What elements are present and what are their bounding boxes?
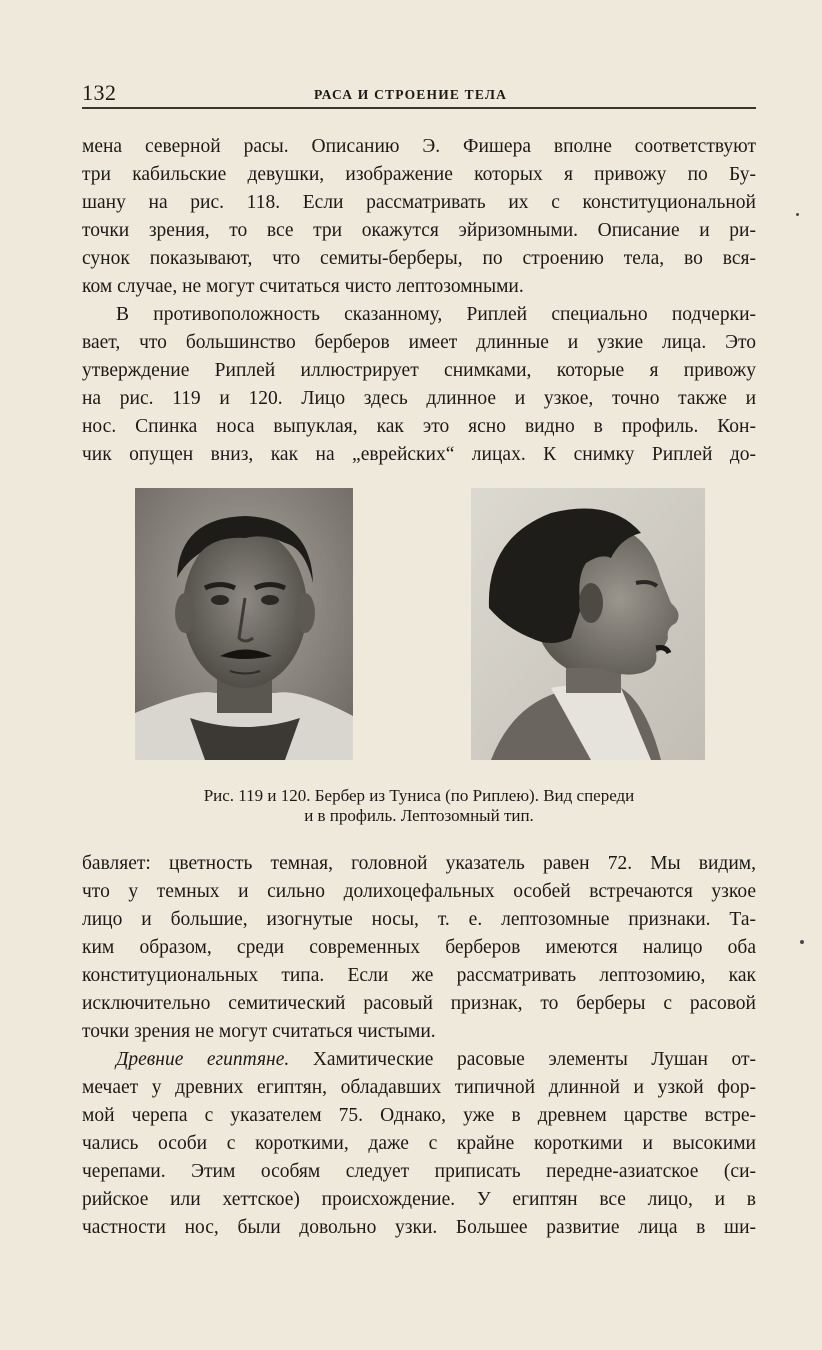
text-line: бавляет: цветность темная, головной указатель равен 72. Мы видим, — [82, 853, 756, 874]
running-title: РАСА И СТРОЕНИЕ ТЕЛА — [314, 87, 508, 102]
photo-berber-profile — [471, 488, 705, 760]
text-line: частности нос, были довольно узки. Большее развитие лица в ши- — [82, 1217, 756, 1238]
text-line: ком случае, не могут считаться чисто лептозомными. — [82, 276, 524, 297]
text-line: точки зрения не могут считаться чистыми. — [82, 1021, 436, 1042]
text-line: мена северной расы. Описанию Э. Фишера вполне соответствуют — [82, 136, 756, 157]
text-line: сунок показывают, что семиты-берберы, по строению тела, во вся- — [82, 248, 756, 269]
header-rule — [82, 107, 756, 109]
page-number: 132 — [82, 80, 117, 105]
text-line: рийское или хеттское) происхождение. У египтян все лицо, и в — [82, 1189, 756, 1210]
text-line: утверждение Риплей иллюстрирует снимками, которые я привожу — [82, 360, 756, 381]
section-lead: Древние египтяне. — [116, 1049, 290, 1070]
paper-speck — [796, 213, 799, 216]
text-line: черепами. Этим особям следует приписать передне-азиатское (си- — [82, 1161, 756, 1182]
photo-berber-front — [135, 488, 353, 760]
text-line: нос. Спинка носа выпуклая, как это ясно видно в профиль. Кон- — [82, 416, 756, 437]
paper-speck — [800, 940, 804, 944]
text-line — [82, 1046, 756, 1074]
text-line: три кабильские девушки, изображение которых я привожу по Бу- — [82, 164, 756, 185]
portrait-front-drawing — [135, 488, 353, 760]
page-header — [82, 80, 756, 110]
text-line: чались особи с короткими, даже с крайне короткими и высокими — [82, 1133, 756, 1154]
text-line: ким образом, среди современных берберов имеются налицо оба — [82, 937, 756, 958]
text-line: исключительно семитический расовый признак, то берберы с расовой — [82, 993, 756, 1014]
text-block-bottom — [82, 850, 756, 1242]
text-line: лицо и большие, изогнутые носы, т. е. лептозомные признаки. Та- — [82, 909, 756, 930]
text-line: мой черепа с указателем 75. Однако, уже в древнем царстве встре- — [82, 1105, 756, 1126]
figure-caption — [82, 786, 756, 826]
portrait-profile-drawing — [471, 488, 705, 760]
text-block-top — [82, 133, 756, 469]
text-line: чик опущен вниз, как на „еврейских“ лицах. К снимку Риплей до- — [82, 444, 756, 465]
text-line: В противоположность сказанному, Риплей специально подчерки- — [116, 304, 756, 325]
caption-line: и в профиль. Лептозомный тип. — [304, 806, 534, 825]
text-line: точки зрения, то все три окажутся эйризомными. Описание и ри- — [82, 220, 756, 241]
caption-line: Рис. 119 и 120. Бербер из Туниса (по Риплею). Вид спереди — [203, 786, 635, 805]
text-line: конституциональных типа. Если же рассматривать лептозомию, как — [82, 965, 756, 986]
text-line: на рис. 119 и 120. Лицо здесь длинное и узкое, точно также и — [82, 388, 756, 409]
text-line: мечает у древних египтян, обладавших типичной длинной и узкой фор- — [82, 1077, 756, 1098]
text-line: что у темных и сильно долихоцефальных особей встречаются узкое — [82, 881, 756, 902]
text-line: шану на рис. 118. Если рассматривать их с конституциональной — [82, 192, 756, 213]
section-lead-rest: Хамитические расовые элементы Лушан от- — [312, 1049, 756, 1070]
text-line: вает, что большинство берберов имеет длинные и узкие лица. Это — [82, 332, 756, 353]
